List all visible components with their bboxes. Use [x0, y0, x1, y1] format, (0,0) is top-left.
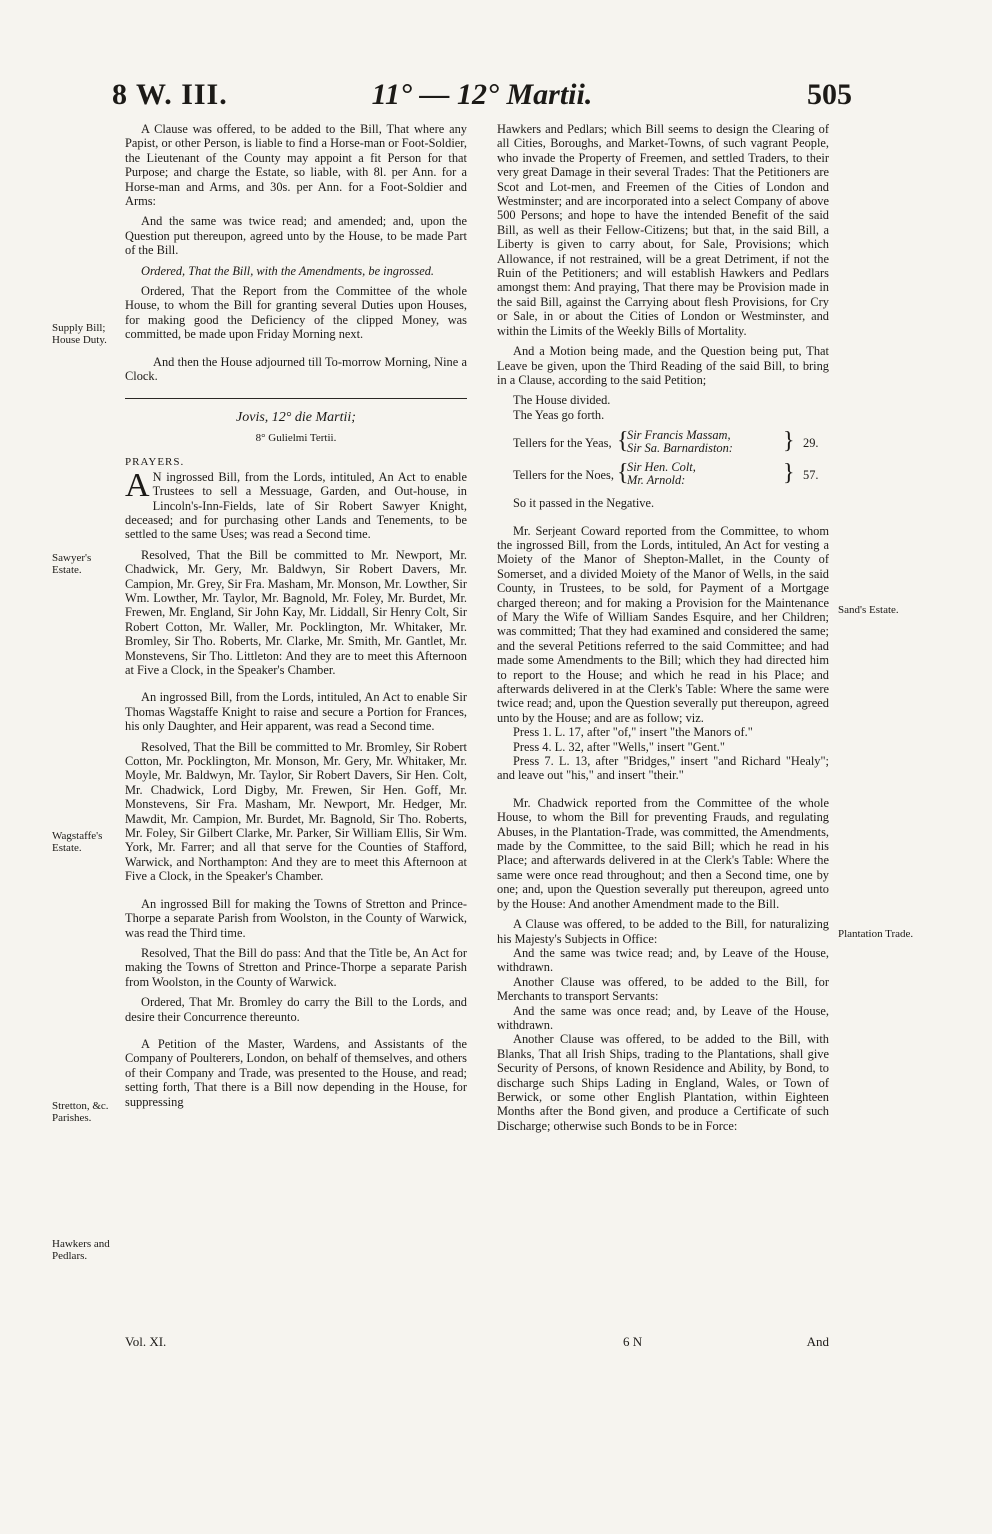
margin-note-plantation: Plantation Trade.: [838, 928, 914, 940]
paragraph: Ordered, That Mr. Bromley do carry the Bill to the Lords, and desire their Concurrence thereunto.: [125, 995, 467, 1024]
paragraph: Ordered, That the Report from the Committee of the whole House, to whom the Bill for granting several Duties upon Houses, for making good the Deficiency of the clipped Money, was committed, be made upon Friday Morning next.: [125, 284, 467, 342]
left-column: [125, 122, 467, 1109]
paragraph: Mr. Chadwick reported from the Committee of the whole House, to whom the Bill for preventing Frauds, and regulating Abuses, in the Plantation-Trade, was committed, the Amendments, made by the Committee, to the said Bill; which he read in his Place; and afterwards delivered in at the Clerk's Table: Where the same were once read throughout; and then a Second time, one by one; and, upon the Question severally put thereupon, agreed unto by the House: And another Amendment made to the Bill.: [497, 795, 829, 911]
margin-note-sand: Sand's Estate.: [838, 604, 899, 616]
tellers-noes-count: 57.: [803, 468, 819, 483]
paragraph: The Yeas go forth.: [513, 407, 605, 422]
paragraph: Resolved, That the Bill do pass: And that the Title be, An Act for making the Towns of Stretton and Prince-Thorpe a separate Parish from Woolston, in the County of Warwick.: [125, 945, 467, 989]
catchword: And: [806, 1334, 829, 1349]
tellers-noes-label: Tellers for the Noes,: [513, 468, 614, 483]
header-dates: 11° — 12° Martii.: [371, 78, 593, 111]
page-header: [112, 78, 852, 122]
margin-note-wagstaffe: Wagstaffe's Estate.: [52, 830, 103, 854]
brace: {: [617, 460, 629, 487]
paragraph: And the same was once read; and, by Leave of the House, withdrawn.: [497, 1003, 829, 1032]
paragraph: And the same was twice read; and amended; and, upon the Question put thereupon, agreed unto by the House, to be made Part of the Bill.: [125, 214, 467, 258]
teller-name: Sir Sa. Barnardiston:: [627, 441, 733, 456]
regnal-date: 8° Gulielmi Tertii.: [255, 431, 337, 444]
amendment-line: Press 4. L. 32, after "Wells," insert "Gent.": [513, 739, 725, 754]
paragraph: Another Clause was offered, to be added to the Bill, for Merchants to transport Servants:: [497, 974, 829, 1004]
paragraph: The House divided.: [513, 393, 611, 408]
teller-name: Mr. Arnold:: [627, 473, 686, 488]
page-footer: [125, 1334, 829, 1354]
tellers-yeas-count: 29.: [803, 436, 819, 451]
paragraph: A Petition of the Master, Wardens, and Assistants of the Company of Poulterers, London, on behalf of themselves, and others of their Company and Trade, was presented to the House, and read; setting forth, That there is a Bill now depending in the House, for suppressing: [125, 1036, 467, 1109]
margin-note-hawkers: Hawkers and Pedlars.: [52, 1238, 110, 1262]
tellers-noes-names: [627, 461, 696, 487]
margin-note-supply: Supply Bill; House Duty.: [52, 322, 107, 346]
paragraph: Ordered, That the Bill, with the Amendments, be ingrossed.: [141, 263, 434, 278]
teller-name: Sir Hen. Colt,: [627, 460, 696, 475]
paragraph: Hawkers and Pedlars; which Bill seems to design the Clearing of all Cities, Boroughs, and Market-Towns, of such vagrant People, who invade the Property of Freemen, and settled Traders, to their very great Damage in their several Trades: That the Petitioners are Scot and Lot-men, and Freemen of the Cities of London and Westminster; and are incorporated into a select Company of above 500 Persons; and hope to have the intended Benefit of the said Bill, as well as their Fellow-Citizens; but that, in the said Bill, a Liberty is given to carry about, for Sale, Provisions; which Allowance, if not restrained, will be a great Detriment, if not the Ruin of the Petitioners; and will establish Hawkers and Pedlars amongst them: And praying, That there may be Provision made in the said Bill, against the Carrying about flesh Provisions, for Cry or Sale, in or about the Cities of London or Westminster, and within the Limits of the Weekly Bills of Mortality.: [497, 122, 829, 338]
paragraph: An ingrossed Bill, from the Lords, intituled, An Act to enable Sir Thomas Wagstaffe Knight to raise and secure a Portion for Frances, his only Daughter, and Heir apparent, was read a Second time.: [125, 690, 467, 734]
header-regnal-year: 8 W. III.: [112, 78, 228, 111]
amendment-line: Press 7. L. 13, after "Bridges," insert "and Richard "Healy"; and leave out "his," and insert "their.": [497, 754, 829, 783]
paragraph: And the same was twice read; and, by Leave of the House, withdrawn.: [497, 945, 829, 975]
paragraph: An ingrossed Bill for making the Towns of Stretton and Prince-Thorpe a separate Parish from Woolston, in the County of Warwick, was read the Third time.: [125, 896, 467, 940]
amendment-line: Press 1. L. 17, after "of," insert "the Manors of.": [513, 725, 753, 740]
paragraph: And a Motion being made, and the Question being put, That Leave be given, upon the Third Reading of the said Bill, to bring in a Clause, according to the said Petition;: [497, 344, 829, 387]
right-column: [497, 122, 829, 1133]
paragraph: Resolved, That the Bill be committed to Mr. Bromley, Sir Robert Cotton, Mr. Pocklington, Mr. Monson, Mr. Gery, Mr. Whitaker, Mr. Moyle, Mr. Baldwyn, Mr. Taylor, Sir Robert Davers, Sir Hen. Colt, Mr. Chadwick, Lord Digby, Mr. Frewen, Sir Hen. Goff, Mr. Monstevens, Sir Fra. Masham, Mr. Newport, Mr. Hedger, Mr. Mawdit, Mr. Campion, Mr. Burdet, Mr. Bagnold, Sir Tho. Roberts, Mr. Foley, Sir Gilbert Clarke, Mr. Parker, Sir William Ellis, Sir Wm. York, Mr. Farrer; and all that serve for the Counties of Stafford, Warwick, and Northampton: And they are to meet this Afternoon at Five a Clock, in the Speaker's Chamber.: [125, 739, 467, 884]
volume-label: Vol. XI.: [125, 1334, 167, 1349]
tellers-yeas-names: [627, 429, 733, 455]
paragraph: So it passed in the Negative.: [513, 496, 655, 511]
margin-note-sawyer: Sawyer's Estate.: [52, 552, 92, 576]
header-page-number: 505: [807, 78, 852, 111]
paragraph: A Clause was offered, to be added to the Bill, That where any Papist, or other Person, is liable to find a Horse-man or Foot-Soldier, the Lieutenant of the County may appoint a fit Person for that Purpose; and charge the Estate, so liable, with 8l. per Ann. for a Horse-man and Arms, and 30s. per Ann. for a Foot-Soldier and Arms:: [125, 122, 467, 209]
paragraph: Mr. Serjeant Coward reported from the Committee, to whom the ingrossed Bill, from the Lords, intituled, An Act for vesting a Moiety of the Manor of Shepton-Mallet, in the County of Somerset, and a divided Moiety of the Manor of Wells, in the said County, in Trustees, to be sold, for Payment of a Mortgage charged thereon; and for making a Provision for the Maintenance of Mary the Wife of William Sandes Esquire, and her Children; was committed; That they had examined and considered the same; and the several Petitions referred to the said Committee; and had made some Amendments to the Bill; which they had directed him to report to the House; and which he read in his Place; and afterwards delivered in at the Clerk's Table: Where the same were twice read; and, upon the Question severally put thereupon, agreed unto by the House; and are as follow; viz.: [497, 523, 829, 725]
signature-mark: 6 N: [623, 1334, 643, 1349]
brace: }: [783, 460, 795, 487]
paragraph: A N ingrossed Bill, from the Lords, intituled, An Act to enable Trustees to sell a Messuage, Garden, and Out-house, in Lincoln's-Inn-Fields, late of Sir Robert Sawyer Knight, deceased; and for purchasing other Lands and Tenements, to be settled to the same Uses; was read a Second time.: [125, 466, 467, 542]
paragraph: A Clause was offered, to be added to the Bill, for naturalizing his Majesty's Subjects in Office:: [497, 917, 829, 946]
drop-capital: A: [125, 466, 150, 504]
sitting-date: Jovis, 12° die Martii;: [236, 409, 356, 425]
section-divider: [125, 398, 467, 399]
division-tellers: [497, 428, 829, 496]
prayers-heading: PRAYERS.: [125, 456, 185, 469]
paragraph: Another Clause was offered, to be added to the Bill, with Blanks, That all Irish Ships, trading to the Plantations, shall give Security of Persons, of known Residence and Ability, by Bond, to discharge such Ships Lading in England, Wales, or Town of Berwick, or some other English Plantation, within Eighteen Months after the Bond given, and produce a Certificate of such Discharge; otherwise such Bonds to be in Force:: [497, 1032, 829, 1133]
paragraph: And then the House adjourned till To-morrow Morning, Nine a Clock.: [125, 354, 467, 384]
paragraph: Resolved, That the Bill be committed to Mr. Newport, Mr. Chadwick, Mr. Gery, Mr. Baldwyn, Sir Robert Davers, Mr. Campion, Mr. Grey, Sir Fra. Masham, Mr. Monson, Mr. Lowther, Sir Wm. Lowther, Mr. Taylor, Mr. Bagnold, Mr. Foley, Mr. Burdet, Mr. Frewen, Mr. England, Sir John Kay, Mr. Liddall, Sir Henry Colt, Sir Robert Cotton, Mr. Waller, Mr. Pocklington, Mr. Whitaker, Mr. Bromley, Sir Tho. Roberts, Mr. Clarke, Mr. Smith, Mr. Gantlet, Mr. Monstevens, Sir Tho. Littleton: And they are to meet this Afternoon at Five a Clock, in the Speaker's Chamber.: [125, 547, 467, 677]
teller-name: Sir Francis Massam,: [627, 428, 731, 443]
tellers-yeas-label: Tellers for the Yeas,: [513, 436, 612, 451]
brace: {: [617, 428, 629, 455]
margin-note-stretton: Stretton, &c. Parishes.: [52, 1100, 109, 1124]
brace: }: [783, 428, 795, 455]
